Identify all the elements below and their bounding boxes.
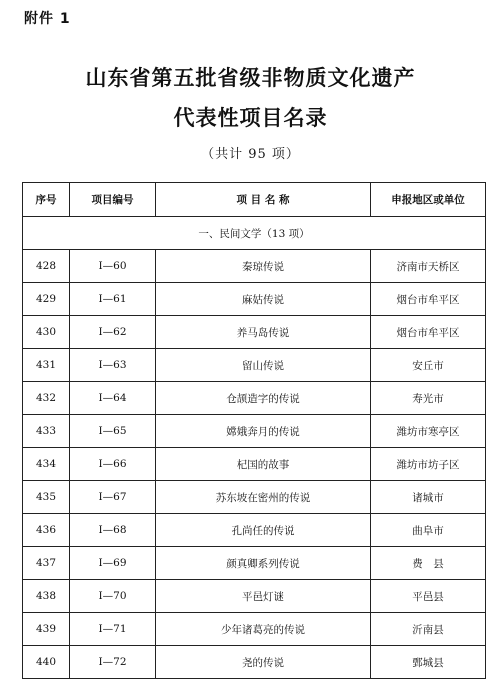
cell-seq: 432 [23, 382, 70, 415]
cell-code: Ⅰ—68 [70, 514, 156, 547]
table-row [23, 382, 486, 415]
cell-region: 济南市天桥区 [371, 250, 486, 283]
cell-code: Ⅰ—62 [70, 316, 156, 349]
cell-region: 寿光市 [371, 382, 486, 415]
cell-code: Ⅰ—61 [70, 283, 156, 316]
cell-seq: 438 [23, 580, 70, 613]
cell-code: Ⅰ—63 [70, 349, 156, 382]
cell-code: Ⅰ—66 [70, 448, 156, 481]
cell-region: 潍坊市坊子区 [371, 448, 486, 481]
cell-region: 鄄城县 [371, 646, 486, 679]
cell-name: 仓颉造字的传说 [156, 382, 371, 415]
document-title-line1: 山东省第五批省级非物质文化遗产 [85, 66, 416, 90]
cell-seq: 435 [23, 481, 70, 514]
cell-region: 曲阜市 [371, 514, 486, 547]
header-name: 项 目 名 称 [156, 183, 371, 217]
cell-region: 诸城市 [371, 481, 486, 514]
cell-name: 秦琼传说 [156, 250, 371, 283]
table-row [23, 349, 486, 382]
document-subtitle: （共计 95 项） [201, 147, 300, 162]
table-row [23, 481, 486, 514]
cell-name: 杞国的故事 [156, 448, 371, 481]
cell-name: 少年诸葛亮的传说 [156, 613, 371, 646]
cell-seq: 440 [23, 646, 70, 679]
document-title-line2: 代表性项目名录 [173, 106, 328, 130]
cell-name: 留山传说 [156, 349, 371, 382]
cell-seq: 429 [23, 283, 70, 316]
cell-code: Ⅰ—70 [70, 580, 156, 613]
cell-name: 苏东坡在密州的传说 [156, 481, 371, 514]
cell-name: 麻姑传说 [156, 283, 371, 316]
section-label: 一、民间文学（13 项） [23, 217, 486, 250]
cell-seq: 428 [23, 250, 70, 283]
cell-seq: 439 [23, 613, 70, 646]
cell-region: 烟台市牟平区 [371, 316, 486, 349]
cell-region: 沂南县 [371, 613, 486, 646]
table-header-row [23, 183, 486, 217]
table-row [23, 448, 486, 481]
cell-name: 尧的传说 [156, 646, 371, 679]
table-row [23, 547, 486, 580]
table-row [23, 283, 486, 316]
cell-region: 平邑县 [371, 580, 486, 613]
table-row [23, 613, 486, 646]
cell-seq: 437 [23, 547, 70, 580]
cell-region: 潍坊市寒亭区 [371, 415, 486, 448]
cell-code: Ⅰ—60 [70, 250, 156, 283]
cell-name: 颜真卿系列传说 [156, 547, 371, 580]
header-region: 申报地区或单位 [371, 183, 486, 217]
heritage-list-table [22, 182, 486, 679]
cell-region: 安丘市 [371, 349, 486, 382]
table-row [23, 514, 486, 547]
cell-name: 孔尚任的传说 [156, 514, 371, 547]
cell-code: Ⅰ—67 [70, 481, 156, 514]
attachment-label: 附件 1 [24, 11, 71, 27]
cell-seq: 430 [23, 316, 70, 349]
cell-code: Ⅰ—65 [70, 415, 156, 448]
cell-region: 费 县 [371, 547, 486, 580]
cell-seq: 436 [23, 514, 70, 547]
cell-code: Ⅰ—71 [70, 613, 156, 646]
cell-code: Ⅰ—64 [70, 382, 156, 415]
cell-seq: 431 [23, 349, 70, 382]
table-row [23, 580, 486, 613]
table-row [23, 316, 486, 349]
cell-name: 平邑灯谜 [156, 580, 371, 613]
table-row [23, 250, 486, 283]
cell-seq: 433 [23, 415, 70, 448]
cell-seq: 434 [23, 448, 70, 481]
cell-code: Ⅰ—72 [70, 646, 156, 679]
cell-region: 烟台市牟平区 [371, 283, 486, 316]
section-row [23, 217, 486, 250]
header-code: 项目编号 [70, 183, 156, 217]
table-row [23, 415, 486, 448]
table-row [23, 646, 486, 679]
cell-name: 嫦娥奔月的传说 [156, 415, 371, 448]
cell-code: Ⅰ—69 [70, 547, 156, 580]
header-seq: 序号 [23, 183, 70, 217]
cell-name: 养马岛传说 [156, 316, 371, 349]
